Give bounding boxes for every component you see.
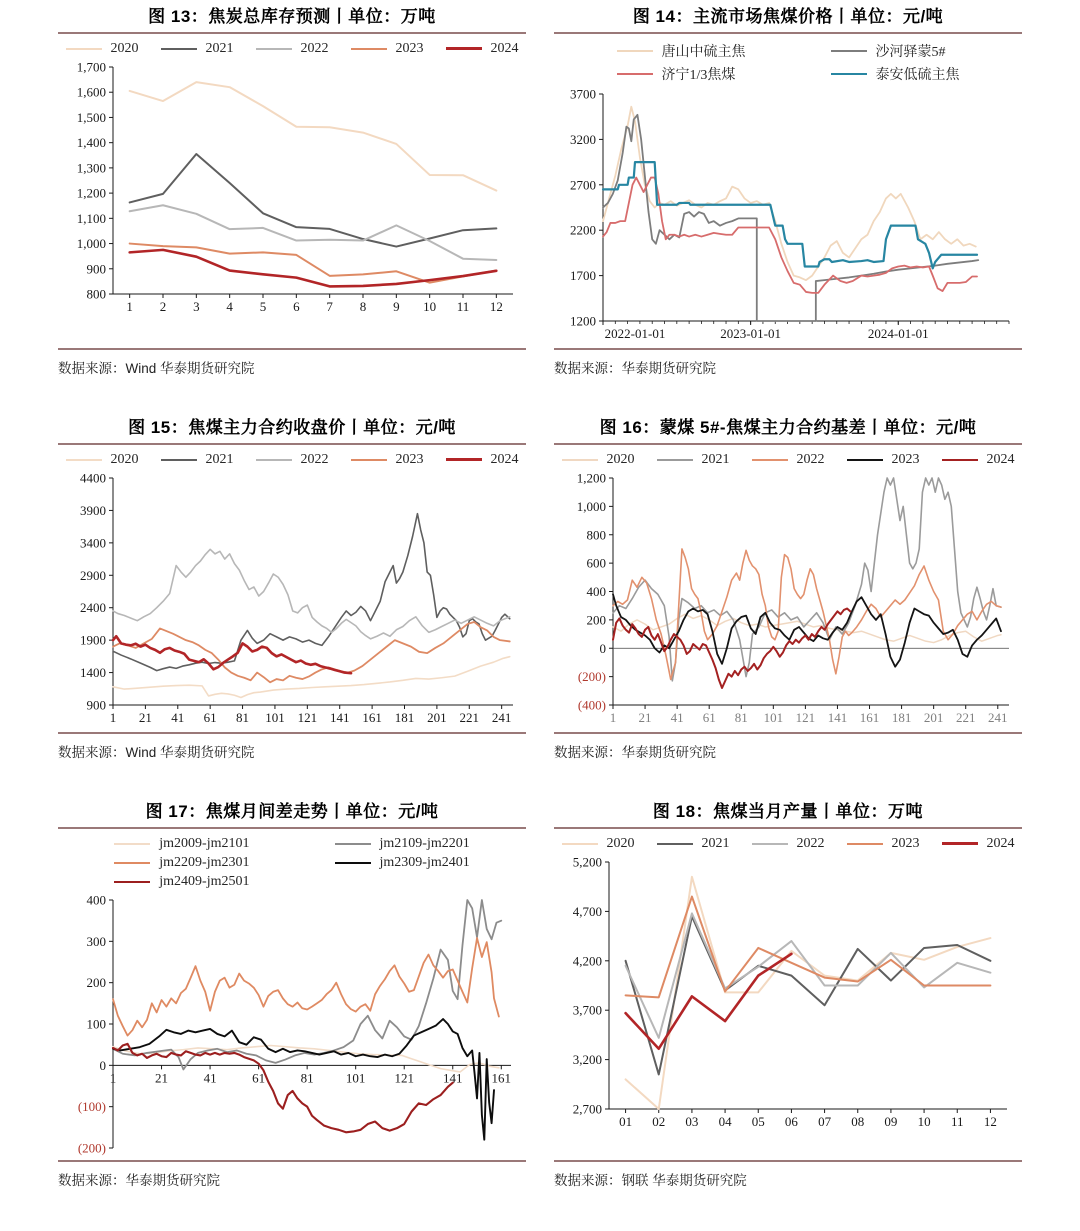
legend-line-swatch bbox=[256, 459, 292, 461]
svg-text:1,200: 1,200 bbox=[76, 185, 106, 201]
svg-text:02: 02 bbox=[652, 1113, 666, 1129]
svg-text:3: 3 bbox=[193, 298, 200, 314]
svg-text:141: 141 bbox=[827, 709, 848, 725]
legend-line-swatch bbox=[562, 459, 598, 461]
legend-line-swatch bbox=[256, 48, 292, 50]
data-source-text: 数据来源：华泰期货研究院 bbox=[58, 1172, 220, 1188]
svg-text:800: 800 bbox=[586, 527, 606, 543]
legend-item bbox=[161, 452, 234, 468]
svg-text:141: 141 bbox=[443, 1070, 463, 1086]
svg-text:161: 161 bbox=[491, 1070, 512, 1086]
svg-text:3,700: 3,700 bbox=[572, 1002, 602, 1018]
legend-label: 2021 bbox=[701, 451, 730, 467]
legend-label: 唐山中硫主焦 bbox=[661, 44, 746, 60]
svg-text:300: 300 bbox=[86, 933, 106, 949]
svg-text:1,600: 1,600 bbox=[76, 84, 106, 100]
panel-fig17 bbox=[58, 801, 526, 1189]
svg-text:2400: 2400 bbox=[80, 600, 106, 616]
legend-item bbox=[562, 836, 635, 852]
legend-item bbox=[66, 41, 139, 57]
legend-label: 2021 bbox=[701, 835, 730, 851]
svg-text:2200: 2200 bbox=[570, 222, 596, 238]
svg-text:3700: 3700 bbox=[570, 86, 596, 102]
legend-label: jm2409-jm2501 bbox=[159, 873, 250, 889]
svg-text:1900: 1900 bbox=[80, 632, 106, 648]
fig15-line-chart bbox=[61, 470, 523, 732]
svg-text:1: 1 bbox=[609, 709, 617, 725]
title-underline bbox=[554, 32, 1022, 34]
svg-text:06: 06 bbox=[784, 1113, 798, 1129]
data-source-fig14 bbox=[554, 348, 1022, 377]
svg-text:100: 100 bbox=[86, 1016, 106, 1032]
legend-item bbox=[752, 836, 825, 852]
legend-item bbox=[351, 452, 424, 468]
chart-legend-fig13 bbox=[58, 41, 526, 57]
svg-text:11: 11 bbox=[456, 298, 470, 314]
legend-item bbox=[256, 41, 329, 57]
svg-text:2700: 2700 bbox=[570, 177, 596, 193]
fig17-line-chart bbox=[61, 892, 523, 1160]
svg-text:81: 81 bbox=[734, 709, 748, 725]
legend-label: jm2109-jm2201 bbox=[379, 835, 470, 851]
svg-text:900: 900 bbox=[86, 697, 106, 713]
data-source-fig13 bbox=[58, 348, 526, 377]
data-source-fig18 bbox=[554, 1160, 1022, 1189]
legend-line-swatch bbox=[351, 48, 387, 50]
svg-text:81: 81 bbox=[300, 1070, 314, 1086]
svg-text:(200): (200) bbox=[577, 669, 606, 685]
svg-text:7: 7 bbox=[326, 298, 333, 314]
panel-title-fig17: 图 17：焦煤月间差走势丨单位：元/吨 bbox=[145, 801, 439, 821]
svg-text:07: 07 bbox=[818, 1113, 832, 1129]
legend-line-swatch bbox=[446, 458, 482, 461]
svg-text:41: 41 bbox=[171, 709, 185, 725]
svg-text:08: 08 bbox=[851, 1113, 865, 1129]
svg-text:161: 161 bbox=[859, 709, 880, 725]
legend-item bbox=[657, 836, 730, 852]
legend-label: 2024 bbox=[490, 451, 519, 467]
svg-text:(200): (200) bbox=[77, 1140, 106, 1156]
svg-text:1,200: 1,200 bbox=[576, 470, 606, 486]
svg-text:9: 9 bbox=[393, 298, 400, 314]
svg-text:4: 4 bbox=[226, 298, 233, 314]
svg-text:21: 21 bbox=[638, 709, 652, 725]
legend-line-swatch bbox=[617, 73, 653, 75]
legend-item bbox=[847, 452, 920, 468]
panel-fig15 bbox=[58, 417, 526, 761]
svg-text:1400: 1400 bbox=[80, 664, 106, 680]
svg-text:1,500: 1,500 bbox=[76, 109, 106, 125]
svg-text:600: 600 bbox=[586, 555, 606, 571]
data-source-fig17 bbox=[58, 1160, 526, 1189]
legend-item bbox=[942, 452, 1015, 468]
svg-text:6: 6 bbox=[293, 298, 300, 314]
legend-item bbox=[335, 855, 470, 871]
legend-line-swatch bbox=[942, 459, 978, 461]
svg-text:1700: 1700 bbox=[570, 268, 596, 284]
panel-title-fig14: 图 14：主流市场焦煤价格丨单位：元/吨 bbox=[632, 7, 944, 26]
legend-label: jm2009-jm2101 bbox=[159, 835, 250, 851]
svg-text:61: 61 bbox=[252, 1070, 266, 1086]
legend-line-swatch bbox=[114, 881, 150, 883]
svg-text:81: 81 bbox=[236, 709, 250, 725]
legend-label: 济宁1/3焦煤 bbox=[661, 67, 736, 83]
svg-text:400: 400 bbox=[586, 583, 606, 599]
legend-line-swatch bbox=[351, 459, 387, 461]
svg-text:12: 12 bbox=[489, 298, 503, 314]
legend-label: 2022 bbox=[300, 451, 329, 467]
legend-line-swatch bbox=[752, 843, 788, 845]
svg-text:121: 121 bbox=[297, 709, 318, 725]
svg-text:1,400: 1,400 bbox=[76, 135, 106, 151]
legend-line-swatch bbox=[335, 843, 371, 845]
legend-label: 泰安低硫主焦 bbox=[875, 67, 960, 83]
legend-line-swatch bbox=[752, 459, 788, 461]
panel-fig14 bbox=[554, 6, 1022, 377]
legend-line-swatch bbox=[161, 459, 197, 461]
legend-label: 2023 bbox=[891, 835, 920, 851]
svg-text:3400: 3400 bbox=[80, 535, 106, 551]
svg-text:101: 101 bbox=[265, 709, 285, 725]
svg-text:21: 21 bbox=[138, 709, 152, 725]
legend-label: 沙河驿蒙5# bbox=[875, 44, 946, 60]
svg-text:1: 1 bbox=[126, 298, 133, 314]
svg-text:201: 201 bbox=[923, 709, 944, 725]
legend-item bbox=[161, 41, 234, 57]
title-underline bbox=[58, 827, 526, 829]
svg-text:0: 0 bbox=[599, 640, 606, 656]
legend-line-swatch bbox=[847, 843, 883, 845]
legend-line-swatch bbox=[446, 47, 482, 50]
legend-label: 2022 bbox=[796, 451, 825, 467]
legend-item bbox=[847, 836, 920, 852]
svg-text:10: 10 bbox=[423, 298, 437, 314]
legend-item bbox=[256, 452, 329, 468]
svg-text:1200: 1200 bbox=[570, 313, 596, 329]
legend-line-swatch bbox=[942, 842, 978, 845]
legend-line-swatch bbox=[657, 459, 693, 461]
svg-text:121: 121 bbox=[394, 1070, 414, 1086]
legend-label: 2022 bbox=[796, 835, 825, 851]
chart-legend-fig15 bbox=[58, 452, 526, 468]
svg-text:181: 181 bbox=[891, 709, 912, 725]
panel-fig13 bbox=[58, 6, 526, 377]
legend-label: 2022 bbox=[300, 40, 329, 56]
legend-line-swatch bbox=[831, 73, 867, 75]
legend-item bbox=[831, 41, 960, 61]
legend-line-swatch bbox=[66, 459, 102, 461]
fig16-line-chart bbox=[557, 470, 1019, 732]
fig13-line-chart bbox=[61, 59, 523, 321]
legend-label: 2023 bbox=[395, 40, 424, 56]
chart-legend-fig14 bbox=[554, 41, 1022, 84]
svg-text:01: 01 bbox=[619, 1113, 633, 1129]
legend-item bbox=[617, 64, 746, 84]
svg-text:141: 141 bbox=[329, 709, 350, 725]
svg-text:2024-01-01: 2024-01-01 bbox=[867, 325, 929, 341]
legend-item bbox=[657, 452, 730, 468]
legend-item bbox=[617, 41, 746, 61]
legend-label: 2020 bbox=[606, 451, 635, 467]
legend-label: 2020 bbox=[110, 451, 139, 467]
legend-line-swatch bbox=[657, 843, 693, 845]
svg-text:61: 61 bbox=[702, 709, 716, 725]
title-underline bbox=[58, 443, 526, 445]
svg-text:3900: 3900 bbox=[80, 502, 106, 518]
svg-text:200: 200 bbox=[86, 974, 106, 990]
svg-text:(100): (100) bbox=[77, 1098, 106, 1114]
legend-line-swatch bbox=[847, 459, 883, 461]
svg-text:2: 2 bbox=[159, 298, 167, 314]
svg-text:1,700: 1,700 bbox=[76, 59, 106, 75]
svg-text:241: 241 bbox=[988, 709, 1008, 725]
chart-legend-fig17 bbox=[58, 836, 526, 890]
title-underline bbox=[554, 443, 1022, 445]
svg-text:101: 101 bbox=[763, 709, 784, 725]
legend-item bbox=[351, 41, 424, 57]
legend-item bbox=[446, 41, 519, 57]
title-underline bbox=[554, 827, 1022, 829]
data-source-text: 数据来源：Wind 华泰期货研究院 bbox=[58, 744, 255, 760]
panel-title-fig16: 图 16：蒙煤 5#-焦煤主力合约基差丨单位：元/吨 bbox=[599, 417, 977, 437]
panel-title-fig13: 图 13：焦炭总库存预测丨单位：万吨 bbox=[148, 7, 436, 26]
legend-item bbox=[942, 836, 1015, 852]
legend-item bbox=[831, 64, 960, 84]
svg-text:61: 61 bbox=[203, 709, 217, 725]
legend-label: 2020 bbox=[110, 40, 139, 56]
svg-text:5: 5 bbox=[259, 298, 267, 314]
svg-text:1: 1 bbox=[109, 1070, 117, 1086]
svg-text:0: 0 bbox=[99, 1057, 106, 1073]
svg-text:101: 101 bbox=[345, 1070, 366, 1086]
svg-text:12: 12 bbox=[983, 1113, 997, 1129]
svg-text:4400: 4400 bbox=[80, 470, 106, 486]
legend-line-swatch bbox=[617, 50, 653, 52]
panel-title-fig18: 图 18：焦煤当月产量丨单位：万吨 bbox=[652, 801, 924, 821]
legend-line-swatch bbox=[66, 48, 102, 50]
fig14-line-chart bbox=[557, 86, 1019, 348]
svg-text:2022-01-01: 2022-01-01 bbox=[604, 325, 666, 341]
svg-text:05: 05 bbox=[751, 1113, 765, 1129]
panel-title-fig15: 图 15：焦煤主力合约收盘价丨单位：元/吨 bbox=[128, 417, 456, 437]
data-source-text: 数据来源：钢联 华泰期货研究院 bbox=[554, 1172, 747, 1188]
legend-line-swatch bbox=[831, 50, 867, 52]
svg-text:2900: 2900 bbox=[80, 567, 106, 583]
svg-text:200: 200 bbox=[586, 612, 606, 628]
legend-item bbox=[335, 836, 470, 852]
data-source-text: 数据来源：Wind 华泰期货研究院 bbox=[58, 360, 255, 376]
svg-text:400: 400 bbox=[86, 892, 106, 908]
title-underline bbox=[58, 32, 526, 34]
svg-text:21: 21 bbox=[155, 1070, 169, 1086]
svg-text:3,200: 3,200 bbox=[572, 1051, 602, 1067]
svg-text:181: 181 bbox=[394, 709, 415, 725]
svg-text:4,700: 4,700 bbox=[572, 903, 602, 919]
fig18-line-chart bbox=[557, 854, 1019, 1136]
legend-line-swatch bbox=[114, 843, 150, 845]
svg-text:1,100: 1,100 bbox=[76, 210, 106, 226]
legend-label: jm2309-jm2401 bbox=[379, 854, 470, 870]
svg-text:161: 161 bbox=[362, 709, 382, 725]
legend-label: 2021 bbox=[205, 451, 234, 467]
svg-text:8: 8 bbox=[359, 298, 367, 314]
svg-text:800: 800 bbox=[86, 286, 106, 302]
legend-item bbox=[114, 855, 249, 871]
svg-text:(400): (400) bbox=[577, 697, 606, 713]
data-source-fig15 bbox=[58, 732, 526, 761]
legend-line-swatch bbox=[161, 48, 197, 50]
legend-label: 2024 bbox=[986, 835, 1015, 851]
legend-label: 2024 bbox=[986, 451, 1015, 467]
legend-item bbox=[114, 874, 249, 890]
svg-text:10: 10 bbox=[917, 1113, 931, 1129]
legend-line-swatch bbox=[335, 862, 371, 864]
svg-text:04: 04 bbox=[718, 1113, 732, 1129]
svg-text:5,200: 5,200 bbox=[572, 854, 602, 870]
svg-text:03: 03 bbox=[685, 1113, 699, 1129]
svg-text:2,700: 2,700 bbox=[572, 1101, 602, 1117]
svg-text:241: 241 bbox=[491, 709, 512, 725]
panel-fig18 bbox=[554, 801, 1022, 1189]
svg-text:4,200: 4,200 bbox=[572, 953, 602, 969]
data-source-text: 数据来源：华泰期货研究院 bbox=[554, 744, 716, 760]
chart-legend-fig18 bbox=[554, 836, 1022, 852]
panel-fig16 bbox=[554, 417, 1022, 761]
svg-text:41: 41 bbox=[670, 709, 684, 725]
data-source-text: 数据来源：华泰期货研究院 bbox=[554, 360, 716, 376]
legend-item bbox=[752, 452, 825, 468]
legend-item bbox=[562, 452, 635, 468]
svg-text:201: 201 bbox=[427, 709, 447, 725]
data-source-fig16 bbox=[554, 732, 1022, 761]
legend-item bbox=[446, 452, 519, 468]
legend-label: 2023 bbox=[395, 451, 424, 467]
legend-label: 2024 bbox=[490, 40, 519, 56]
legend-label: 2020 bbox=[606, 835, 635, 851]
svg-text:221: 221 bbox=[459, 709, 480, 725]
legend-label: 2023 bbox=[891, 451, 920, 467]
svg-text:09: 09 bbox=[884, 1113, 898, 1129]
svg-text:121: 121 bbox=[795, 709, 816, 725]
svg-text:1,300: 1,300 bbox=[76, 160, 106, 176]
svg-text:221: 221 bbox=[955, 709, 976, 725]
svg-text:2023-01-01: 2023-01-01 bbox=[720, 325, 781, 341]
legend-item bbox=[66, 452, 139, 468]
legend-line-swatch bbox=[114, 862, 150, 864]
svg-text:1,000: 1,000 bbox=[76, 235, 106, 251]
svg-text:900: 900 bbox=[86, 261, 106, 277]
chart-legend-fig16 bbox=[554, 452, 1022, 468]
svg-text:11: 11 bbox=[950, 1113, 964, 1129]
svg-text:1: 1 bbox=[109, 709, 117, 725]
legend-line-swatch bbox=[562, 843, 598, 845]
svg-text:1,000: 1,000 bbox=[576, 498, 606, 514]
legend-item bbox=[114, 836, 249, 852]
legend-label: jm2209-jm2301 bbox=[159, 854, 250, 870]
svg-text:41: 41 bbox=[203, 1070, 217, 1086]
legend-label: 2021 bbox=[205, 40, 234, 56]
svg-text:3200: 3200 bbox=[570, 131, 596, 147]
